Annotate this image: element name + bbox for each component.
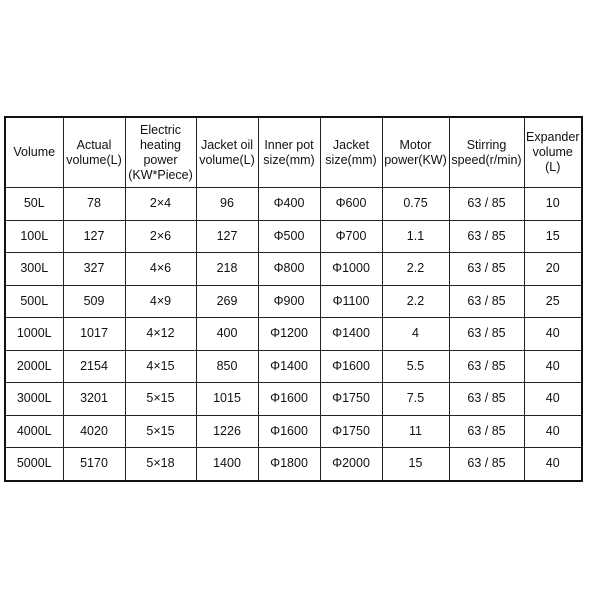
cell-heating-power: 2×4	[125, 188, 196, 221]
cell-jacket-size: Φ1750	[320, 415, 382, 448]
cell-volume: 2000L	[5, 350, 63, 383]
cell-jacket-size: Φ1000	[320, 253, 382, 286]
cell-stirring-speed: 63 / 85	[449, 220, 524, 253]
cell-jacket-oil-volume: 127	[196, 220, 258, 253]
cell-heating-power: 4×15	[125, 350, 196, 383]
cell-stirring-speed: 63 / 85	[449, 383, 524, 416]
cell-heating-power: 5×15	[125, 383, 196, 416]
cell-expander-volume: 20	[524, 253, 582, 286]
cell-jacket-oil-volume: 850	[196, 350, 258, 383]
cell-volume: 3000L	[5, 383, 63, 416]
cell-expander-volume: 40	[524, 415, 582, 448]
cell-stirring-speed: 63 / 85	[449, 253, 524, 286]
cell-actual-volume: 327	[63, 253, 125, 286]
cell-motor-power: 11	[382, 415, 449, 448]
cell-jacket-size: Φ1400	[320, 318, 382, 351]
cell-stirring-speed: 63 / 85	[449, 415, 524, 448]
cell-volume: 4000L	[5, 415, 63, 448]
cell-motor-power: 4	[382, 318, 449, 351]
header-volume: Volume	[5, 117, 63, 188]
cell-motor-power: 5.5	[382, 350, 449, 383]
cell-jacket-oil-volume: 400	[196, 318, 258, 351]
header-jacket-size: Jacket size(mm)	[320, 117, 382, 188]
cell-jacket-size: Φ1600	[320, 350, 382, 383]
cell-inner-pot-size: Φ1600	[258, 415, 320, 448]
header-electric-heating-power: Electric heating power (KW*Piece)	[125, 117, 196, 188]
cell-expander-volume: 15	[524, 220, 582, 253]
cell-expander-volume: 40	[524, 318, 582, 351]
table-row	[5, 253, 582, 286]
cell-jacket-size: Φ1750	[320, 383, 382, 416]
table-row	[5, 220, 582, 253]
header-actual-volume: Actual volume(L)	[63, 117, 125, 188]
header-expander-volume: Expander volume (L)	[524, 117, 582, 188]
cell-stirring-speed: 63 / 85	[449, 285, 524, 318]
cell-volume: 500L	[5, 285, 63, 318]
cell-volume: 50L	[5, 188, 63, 221]
cell-heating-power: 5×18	[125, 448, 196, 481]
cell-jacket-size: Φ1100	[320, 285, 382, 318]
table-row	[5, 188, 582, 221]
header-row	[5, 117, 582, 188]
cell-inner-pot-size: Φ1600	[258, 383, 320, 416]
cell-inner-pot-size: Φ1400	[258, 350, 320, 383]
header-inner-pot-size: Inner pot size(mm)	[258, 117, 320, 188]
cell-jacket-size: Φ600	[320, 188, 382, 221]
cell-volume: 100L	[5, 220, 63, 253]
table-header	[5, 117, 582, 188]
cell-stirring-speed: 63 / 85	[449, 350, 524, 383]
table-body	[5, 188, 582, 481]
cell-motor-power: 7.5	[382, 383, 449, 416]
cell-heating-power: 4×9	[125, 285, 196, 318]
cell-inner-pot-size: Φ500	[258, 220, 320, 253]
specification-table	[4, 116, 583, 482]
cell-jacket-oil-volume: 218	[196, 253, 258, 286]
header-jacket-oil-volume: Jacket oil volume(L)	[196, 117, 258, 188]
cell-expander-volume: 40	[524, 448, 582, 481]
cell-jacket-oil-volume: 1400	[196, 448, 258, 481]
cell-jacket-size: Φ2000	[320, 448, 382, 481]
cell-jacket-oil-volume: 96	[196, 188, 258, 221]
cell-actual-volume: 5170	[63, 448, 125, 481]
cell-expander-volume: 25	[524, 285, 582, 318]
cell-actual-volume: 1017	[63, 318, 125, 351]
cell-actual-volume: 78	[63, 188, 125, 221]
table-row	[5, 415, 582, 448]
cell-expander-volume: 10	[524, 188, 582, 221]
table-row	[5, 383, 582, 416]
cell-jacket-oil-volume: 1226	[196, 415, 258, 448]
cell-stirring-speed: 63 / 85	[449, 448, 524, 481]
table-row	[5, 350, 582, 383]
cell-inner-pot-size: Φ800	[258, 253, 320, 286]
cell-heating-power: 2×6	[125, 220, 196, 253]
cell-actual-volume: 2154	[63, 350, 125, 383]
cell-inner-pot-size: Φ400	[258, 188, 320, 221]
cell-stirring-speed: 63 / 85	[449, 188, 524, 221]
cell-motor-power: 2.2	[382, 285, 449, 318]
cell-expander-volume: 40	[524, 383, 582, 416]
cell-motor-power: 2.2	[382, 253, 449, 286]
cell-jacket-oil-volume: 1015	[196, 383, 258, 416]
cell-motor-power: 1.1	[382, 220, 449, 253]
cell-motor-power: 0.75	[382, 188, 449, 221]
cell-motor-power: 15	[382, 448, 449, 481]
cell-volume: 1000L	[5, 318, 63, 351]
cell-actual-volume: 127	[63, 220, 125, 253]
cell-actual-volume: 3201	[63, 383, 125, 416]
cell-actual-volume: 4020	[63, 415, 125, 448]
cell-heating-power: 4×12	[125, 318, 196, 351]
cell-inner-pot-size: Φ1200	[258, 318, 320, 351]
table-row	[5, 285, 582, 318]
cell-inner-pot-size: Φ1800	[258, 448, 320, 481]
table-row	[5, 448, 582, 481]
header-motor-power: Motor power(KW)	[382, 117, 449, 188]
cell-expander-volume: 40	[524, 350, 582, 383]
table-row	[5, 318, 582, 351]
cell-heating-power: 4×6	[125, 253, 196, 286]
cell-volume: 5000L	[5, 448, 63, 481]
cell-jacket-size: Φ700	[320, 220, 382, 253]
cell-inner-pot-size: Φ900	[258, 285, 320, 318]
cell-stirring-speed: 63 / 85	[449, 318, 524, 351]
cell-actual-volume: 509	[63, 285, 125, 318]
header-stirring-speed: Stirring speed(r/min)	[449, 117, 524, 188]
cell-heating-power: 5×15	[125, 415, 196, 448]
cell-jacket-oil-volume: 269	[196, 285, 258, 318]
cell-volume: 300L	[5, 253, 63, 286]
